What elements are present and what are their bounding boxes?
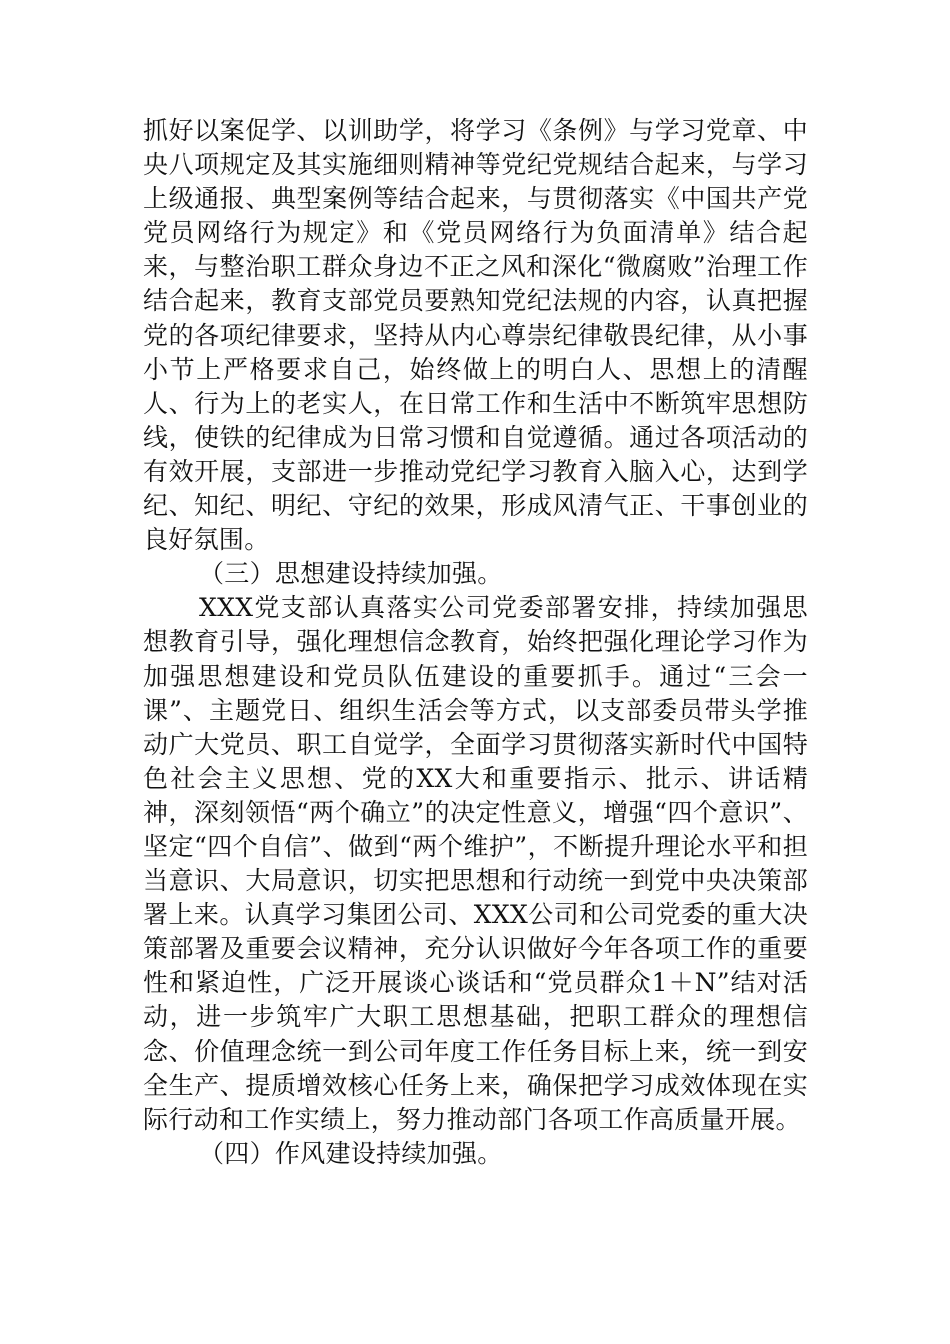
paragraph-discipline-study: 抓好以案促学、以训助学，将学习《条例》与学习党章、中央八项规定及其实施细则精神等党纪党规结合起来，与学习上级通报、典型案例等结合起来，与贯彻落实《中国共产党党员网络行为规定》和《党员网络行为负面清单》结合起来，与整治职工群众身边不正之风和深化“微腐败”治理工作结合起来，教育支部党员要熟知党纪法规的内容，认真把握党的各项纪律要求，坚持从内心尊崇纪律敬畏纪律，从小事小节上严格要求自己，始终做上的明白人、思想上的清醒人、行为上的老实人，在日常工作和生活中不断筑牢思想防线，使铁的纪律成为日常习惯和自觉遵循。通过各项活动的有效开展，支部进一步推动党纪学习教育入脑入心，达到学纪、知纪、明纪、守纪的效果，形成风清气正、干事创业的良好氛围。 bbox=[143, 116, 808, 555]
section-heading-work-style: （四）作风建设持续加强。 bbox=[199, 1138, 503, 1168]
document-body bbox=[143, 114, 808, 1171]
section-heading-ideological: （三）思想建设持续加强。 bbox=[199, 559, 503, 589]
paragraph-ideological-building: XXX党支部认真落实公司党委部署安排，持续加强思想教育引导，强化理想信念教育，始终把强化理论学习作为加强思想建设和党员队伍建设的重要抓手。通过“三会一课”、主题党日、组织生活会等方式，以支部委员带头学推动广大党员、职工自觉学，全面学习贯彻落实新时代中国特色社会主义思想、党的XX大和重要指示、批示、讲话精神，深刻领悟“两个确立”的决定性意义，增强“四个意识”、坚定“四个自信”、做到“两个维护”，不断提升理论水平和担当意识、大局意识，切实把思想和行动统一到党中央决策部署上来。认真学习集团公司、XXX公司和公司党委的重大决策部署及重要会议精神，充分认识做好今年各项工作的重要性和紧迫性，广泛开展谈心谈话和“党员群众1＋N”结对活动，进一步筑牢广大职工思想基础，把职工群众的理想信念、价值理念统一到公司年度工作任务目标上来，统一到安全生产、提质增效核心任务上来，确保把学习成效体现在实际行动和工作实绩上，努力推动部门各项工作高质量开展。 bbox=[143, 593, 808, 1134]
